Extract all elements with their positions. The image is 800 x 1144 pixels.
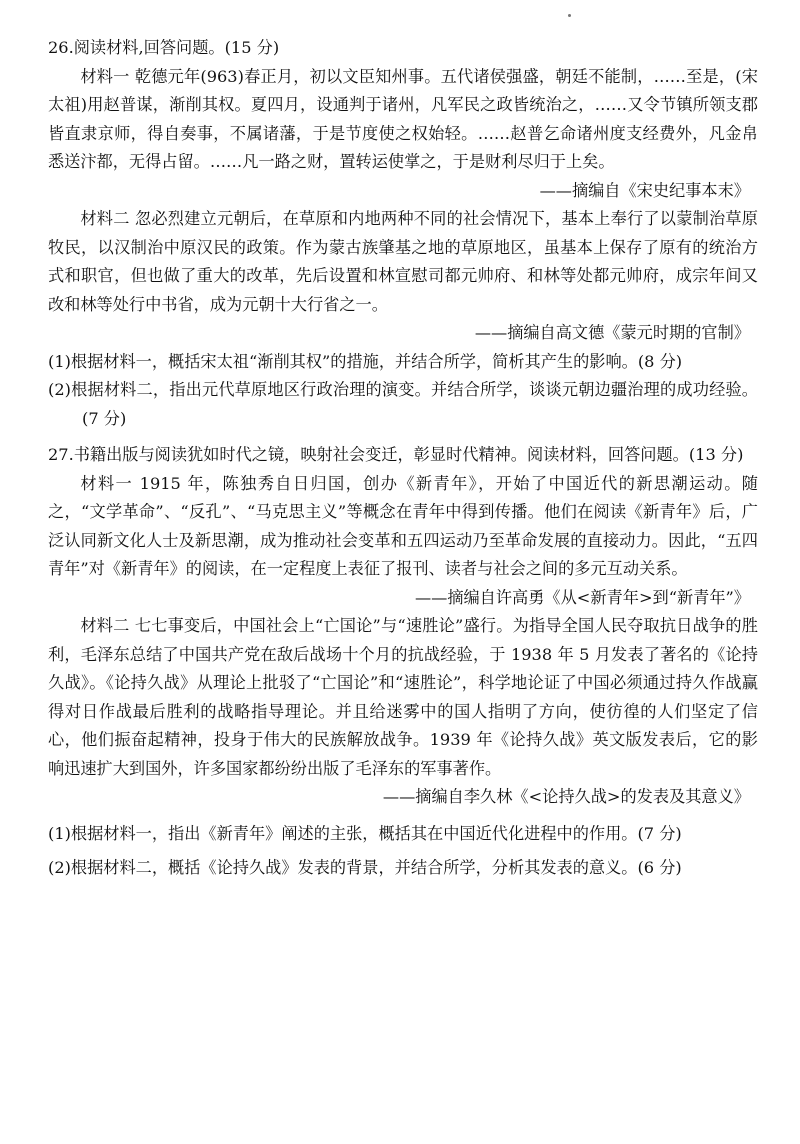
q26-material-2: 材料二 忽必烈建立元朝后，在草原和内地两种不同的社会情况下，基本上奉行了以蒙制治草原牧民，以汉制治中原汉民的政策。作为蒙古族肇基之地的草原地区，虽基本上保存了原有的统治方式和职官，但也做了重大的改革，先后设置和林宣慰司都元帅府、和林等处都元帅府，成宗年间又改和林等处行中书省，成为元朝十大行省之一。: [48, 209, 758, 314]
scan-mark: [568, 14, 571, 17]
q27-material-1: 材料一 1915 年，陈独秀自日归国，创办《新青年》，开始了中国近代的新思潮运动。随之，“文学革命”、“反孔”、“马克思主义”等概念在青年中得到传播。他们在阅读《新青年》后，广泛认同新文化人士及新思潮，成为推动社会变革和五四运动乃至革命发展的直接动力。因此，“五四青年”对《新青年》的阅读，在一定程度上表征了报刊、读者与社会之间的多元互动关系。: [48, 473, 758, 578]
q27-subquestion-2: (2)根据材料二，概括《论持久战》发表的背景，并结合所学，分析其发表的意义。(6 分): [48, 858, 682, 877]
q27-subquestions: [48, 820, 758, 883]
q26-subquestion-1: (1)根据材料一，概括宋太祖“渐削其权”的措施，并结合所学，简析其产生的影响。(8 分): [48, 351, 683, 371]
q26-material-2-source: ——摘编自高文德《蒙元时期的官制》: [474, 323, 750, 342]
q26-material-1-source: ——摘编自《宋史纪事本末》: [539, 180, 750, 200]
q27-material-2-source: ——摘编自李久林《<论持久战>的发表及其意义》: [382, 787, 750, 806]
question-27: [48, 441, 758, 883]
q27-material-2: 材料二 七七事变后，中国社会上“亡国论”与“速胜论”盛行。为指导全国人民夺取抗日战争的胜利，毛泽东总结了中国共产党在敌后战场十个月的抗战经验，于 1938 年 5 月发表了著名的《论持久战》。《论持久战》从理论上批驳了“亡国论”和“速胜论”，科学地论证了中国必须通过持久作战赢得对日作战最后胜利的战略指导理论。并且给迷雾中的国人指明了方向，使彷徨的人们坚定了信心，他们振奋起精神，投身于伟大的民族解放战争。1939 年《论持久战》英文版发表后，它的影响迅速扩大到国外，许多国家都纷纷出版了毛泽东的军事著作。: [48, 616, 758, 778]
q26-subquestion-2: (2)根据材料二，指出元代草原地区行政治理的演变。并结合所学，谈谈元朝边疆治理的成功经验。(7 分): [48, 380, 758, 428]
question-26-title: 26.阅读材料,回答问题。(15 分): [48, 38, 280, 57]
question-26: [48, 34, 758, 433]
q26-material-1: 材料一 乾德元年(963)春正月，初以文臣知州事。五代诸侯强盛，朝廷不能制，……至是，(宋太祖)用赵普谋，渐削其权。夏四月，设通判于诸州，凡军民之政皆统治之，……又令节镇所领支郡皆直隶京师，得自奏事，不属诸藩，于是节度使之权始轻。……赵普乞命诸州度支经费外，凡金帛悉送汴都，无得占留。……凡一路之财，置转运使掌之，于是财利尽归于上矣。: [48, 66, 758, 171]
q27-material-1-source: ——摘编自许高勇《从<新青年>到“新青年”》: [414, 587, 750, 607]
q27-subquestion-1: (1)根据材料一，指出《新青年》阐述的主张，概括其在中国近代化进程中的作用。(7 分): [48, 823, 682, 843]
question-27-title: 27.书籍出版与阅读犹如时代之镜，映射社会变迁，彰显时代精神。阅读材料，回答问题。(13 分): [48, 445, 744, 464]
